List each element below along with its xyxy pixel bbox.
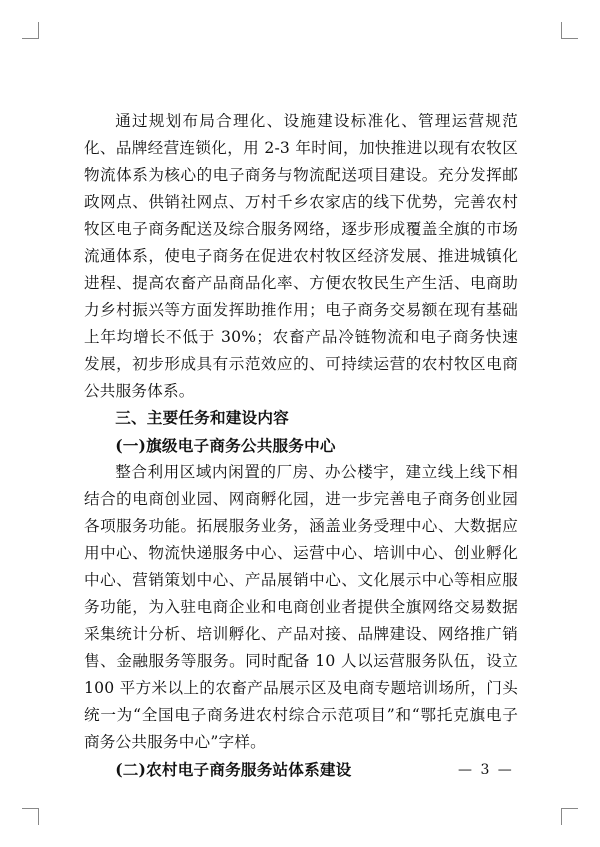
- page-number: — 3 —: [458, 762, 514, 778]
- section-heading: 三、主要任务和建设内容: [115, 409, 289, 427]
- crop-mark-bottom-left: [22, 808, 39, 825]
- paragraph-service-center: 整合利用区域内闲置的厂房、办公楼宇，建立线上线下相结合的电商创业园、网商孵化园，进一步完善电子商务创业园各项服务功能。拓展服务业务，涵盖业务受理中心、大数据应用中心、物流快递服务中心、运营中心、培训中心、创业孵化中心、营销策划中心、产品展销中心、文化展示中心等相应服务功能，为入驻电商企业和电商创业者提供全旗网络交易数据采集统计分析、培训孵化、产品对接、品牌建设、网络推广销售、金融服务等服务。同时配备 10 人以运营服务队伍，设立 100 平方米以上的农畜产品展示区及电商专题培训场所，门头统一为“全国电子商务进农村综合示范项目”和“鄂托克旗电子商务公共服务中心”字样。: [84, 463, 518, 751]
- crop-mark-top-left: [22, 22, 39, 39]
- paragraph-goals: 通过规划布局合理化、设施建设标准化、管理运营规范化、品牌经营连锁化，用 2-3 年时间，加快推进以现有农牧区物流体系为核心的电子商务与物流配送项目建设。充分发挥邮政网点、供销社网点、万村千乡农家店的线下优势，完善农村牧区电子商务配送及综合服务网络，逐步形成覆盖全旗的市场流通体系，使电子商务在促进农村牧区经济发展、推进城镇化进程、提高农畜产品商品化率、方便农牧民生产生活、电商助力乡村振兴等方面发挥助推作用；电子商务交易额在现有基础上年均增长不低于 30%；农畜产品冷链物流和电子商务快速发展，初步形成具有示范效应的、可持续运营的农村牧区电商公共服务体系。: [84, 112, 518, 400]
- crop-mark-top-right: [561, 22, 578, 39]
- subsection-heading-2: (二)农村电子商务服务站体系建设: [115, 760, 352, 779]
- subsection-heading-1: (一)旗级电子商务公共服务中心: [115, 436, 336, 455]
- document-body: [84, 108, 518, 783]
- crop-mark-bottom-right: [561, 808, 578, 825]
